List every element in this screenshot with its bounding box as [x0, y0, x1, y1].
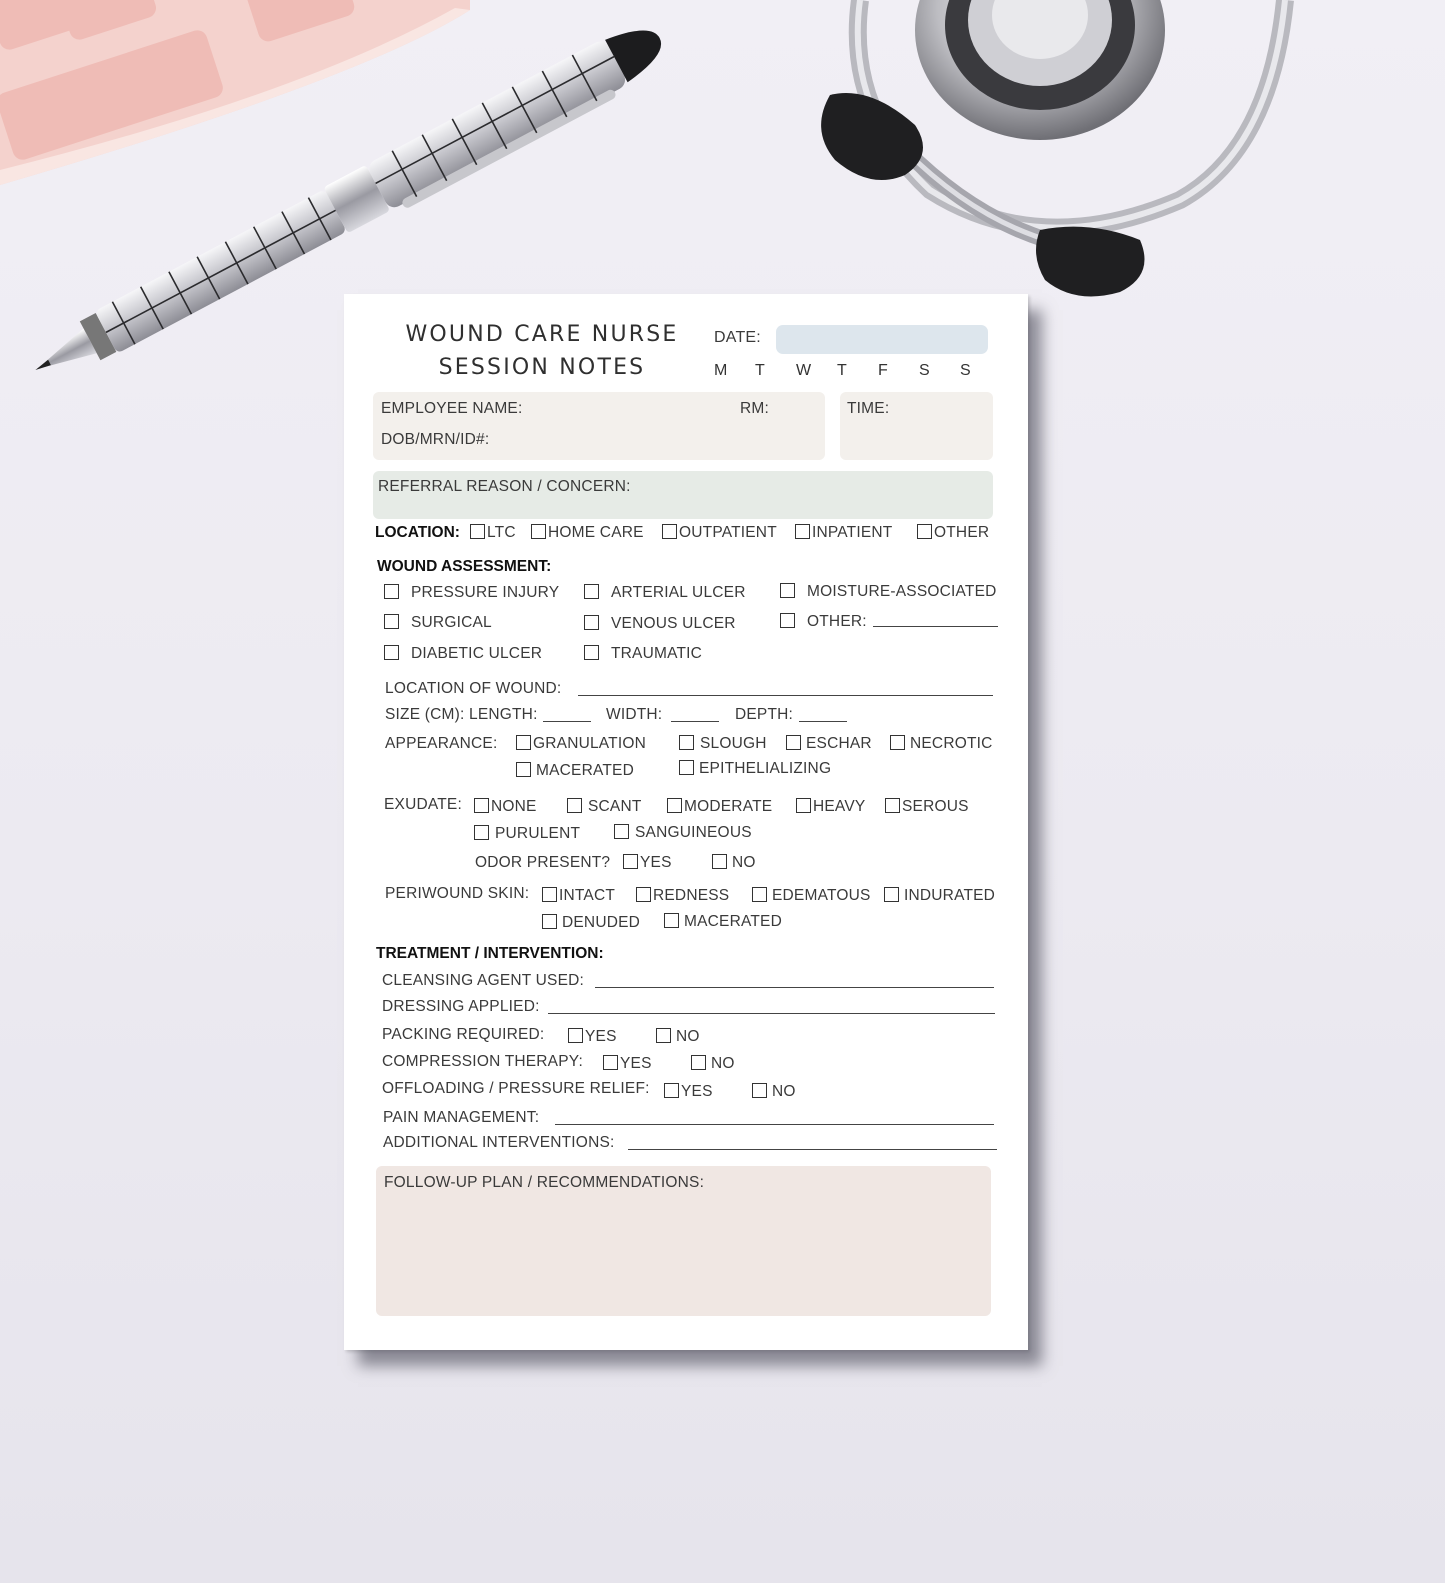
appearance-label: APPEARANCE:: [385, 735, 498, 752]
rm-label: RM:: [740, 400, 770, 417]
checkbox[interactable]: [614, 824, 629, 839]
compression-label: COMPRESSION THERAPY:: [382, 1053, 583, 1070]
pain-management-label: PAIN MANAGEMENT:: [383, 1109, 540, 1126]
location-of-wound-label: LOCATION OF WOUND:: [385, 680, 562, 697]
odor-label: ODOR PRESENT?: [475, 854, 611, 871]
day-saturday[interactable]: S: [919, 362, 930, 379]
referral-label: REFERRAL REASON / CONCERN:: [378, 478, 631, 495]
exudate-sanguineous[interactable]: SANGUINEOUS: [614, 824, 752, 842]
additional-interventions-label: ADDITIONAL INTERVENTIONS:: [383, 1134, 615, 1151]
checkbox[interactable]: [884, 887, 899, 902]
exudate-purulent[interactable]: PURULENT: [474, 825, 580, 843]
location-option-outpatient[interactable]: OUTPATIENT: [662, 524, 777, 542]
day-wednesday[interactable]: W: [796, 362, 812, 379]
exudate-heavy[interactable]: HEAVY: [796, 798, 865, 816]
form-title-line1: WOUND CARE NURSE: [405, 322, 679, 347]
wound-type-traumatic[interactable]: TRAUMATIC: [584, 645, 702, 663]
periwound-redness[interactable]: REDNESS: [636, 887, 729, 905]
depth-label: DEPTH:: [735, 706, 794, 723]
checkbox[interactable]: [636, 887, 651, 902]
periwound-intact[interactable]: INTACT: [542, 887, 615, 905]
followup-label: FOLLOW-UP PLAN / RECOMMENDATIONS:: [384, 1174, 705, 1191]
checkbox[interactable]: [516, 735, 531, 750]
odor-no[interactable]: NO: [712, 854, 756, 872]
weekday-selector: [714, 362, 1001, 380]
time-label: TIME:: [847, 400, 890, 417]
packing-yes[interactable]: YES: [568, 1028, 617, 1046]
stethoscope-illustration: [821, 0, 1285, 296]
cleansing-line[interactable]: [595, 987, 994, 988]
checkbox[interactable]: [531, 524, 546, 539]
additional-interventions-line[interactable]: [628, 1149, 997, 1150]
day-thursday[interactable]: T: [837, 362, 847, 379]
day-monday[interactable]: M: [714, 362, 728, 379]
checkbox[interactable]: [679, 735, 694, 750]
location-label: LOCATION:: [375, 524, 460, 541]
employee-name-label: EMPLOYEE NAME:: [381, 400, 523, 417]
form-title-line2: SESSION NOTES: [438, 355, 646, 380]
checkbox[interactable]: [384, 645, 399, 660]
checkbox[interactable]: [474, 798, 489, 813]
packing-label: PACKING REQUIRED:: [382, 1026, 545, 1043]
exudate-serous[interactable]: SEROUS: [885, 798, 969, 816]
checkbox[interactable]: [384, 584, 399, 599]
checkbox[interactable]: [568, 1028, 583, 1043]
packing-no[interactable]: NO: [656, 1028, 700, 1046]
checkbox[interactable]: [656, 1028, 671, 1043]
compression-yes[interactable]: YES: [603, 1055, 652, 1073]
checkbox[interactable]: [691, 1055, 706, 1070]
treatment-heading: TREATMENT / INTERVENTION:: [376, 945, 604, 962]
checkbox[interactable]: [584, 584, 599, 599]
length-line[interactable]: [543, 721, 591, 722]
width-line[interactable]: [671, 721, 719, 722]
dob-label: DOB/MRN/ID#:: [381, 431, 490, 448]
appearance-necrotic[interactable]: NECROTIC: [890, 735, 993, 753]
exudate-scant[interactable]: SCANT: [567, 798, 642, 816]
width-label: WIDTH:: [606, 706, 663, 723]
checkbox[interactable]: [662, 524, 677, 539]
periwound-indurated[interactable]: INDURATED: [884, 887, 995, 905]
checkbox[interactable]: [474, 825, 489, 840]
checkbox[interactable]: [664, 913, 679, 928]
checkbox[interactable]: [712, 854, 727, 869]
wound-type-moisture-associated[interactable]: MOISTURE-ASSOCIATED: [780, 583, 997, 601]
checkbox[interactable]: [623, 854, 638, 869]
cleansing-label: CLEANSING AGENT USED:: [382, 972, 585, 989]
pain-management-line[interactable]: [555, 1124, 994, 1125]
checkbox[interactable]: [384, 614, 399, 629]
checkbox[interactable]: [796, 798, 811, 813]
wound-type-arterial-ulcer[interactable]: ARTERIAL ULCER: [584, 584, 746, 602]
checkbox[interactable]: [917, 524, 932, 539]
wound-type-diabetic-ulcer[interactable]: DIABETIC ULCER: [384, 645, 542, 663]
checkbox[interactable]: [516, 762, 531, 777]
size-length-label: SIZE (CM): LENGTH:: [385, 706, 538, 723]
compression-no[interactable]: NO: [691, 1055, 735, 1073]
checkbox[interactable]: [885, 798, 900, 813]
checkbox[interactable]: [664, 1083, 679, 1098]
checkbox[interactable]: [603, 1055, 618, 1070]
checkbox[interactable]: [780, 583, 795, 598]
periwound-denuded[interactable]: DENUDED: [542, 914, 640, 932]
checkbox[interactable]: [679, 760, 694, 775]
checkbox[interactable]: [890, 735, 905, 750]
day-friday[interactable]: F: [878, 362, 888, 379]
appearance-macerated[interactable]: MACERATED: [516, 762, 634, 780]
periwound-edematous[interactable]: EDEMATOUS: [752, 887, 871, 905]
dressing-label: DRESSING APPLIED:: [382, 998, 540, 1015]
offloading-yes[interactable]: YES: [664, 1083, 713, 1101]
checkbox[interactable]: [542, 914, 557, 929]
location-of-wound-line[interactable]: [578, 695, 993, 696]
checkbox[interactable]: [542, 887, 557, 902]
location-option-inpatient[interactable]: INPATIENT: [795, 524, 892, 542]
wound-type-pressure-injury[interactable]: PRESSURE INJURY: [384, 584, 559, 602]
appearance-eschar[interactable]: ESCHAR: [786, 735, 872, 753]
appearance-slough[interactable]: SLOUGH: [679, 735, 767, 753]
exudate-moderate[interactable]: MODERATE: [667, 798, 772, 816]
appearance-granulation[interactable]: GRANULATION: [516, 735, 646, 753]
wound-type-surgical[interactable]: SURGICAL: [384, 614, 492, 632]
periwound-macerated[interactable]: MACERATED: [664, 913, 782, 931]
dressing-line[interactable]: [548, 1013, 995, 1014]
checkbox[interactable]: [752, 1083, 767, 1098]
wound-type-venous-ulcer[interactable]: VENOUS ULCER: [584, 615, 736, 633]
offloading-label: OFFLOADING / PRESSURE RELIEF:: [382, 1080, 650, 1097]
appearance-epithelializing[interactable]: EPITHELIALIZING: [679, 760, 831, 778]
checkbox[interactable]: [567, 798, 582, 813]
location-option-ltc[interactable]: LTC: [470, 524, 516, 542]
location-option-other[interactable]: OTHER: [917, 524, 989, 542]
periwound-label: PERIWOUND SKIN:: [385, 885, 530, 902]
odor-yes[interactable]: YES: [623, 854, 672, 872]
checkbox[interactable]: [752, 887, 767, 902]
exudate-none[interactable]: NONE: [474, 798, 537, 816]
checkbox[interactable]: [667, 798, 682, 813]
date-label: DATE:: [714, 329, 761, 346]
day-sunday[interactable]: S: [960, 362, 971, 379]
wound-type-other[interactable]: OTHER:: [780, 613, 867, 631]
checkbox[interactable]: [470, 524, 485, 539]
checkbox[interactable]: [786, 735, 801, 750]
checkbox[interactable]: [795, 524, 810, 539]
wound-assessment-heading: WOUND ASSESSMENT:: [377, 558, 552, 575]
offloading-no[interactable]: NO: [752, 1083, 796, 1101]
wound-other-line[interactable]: [873, 626, 998, 627]
checkbox[interactable]: [584, 645, 599, 660]
day-tuesday[interactable]: T: [755, 362, 765, 379]
checkbox[interactable]: [780, 613, 795, 628]
exudate-label: EXUDATE:: [384, 796, 462, 813]
location-option-home-care[interactable]: HOME CARE: [531, 524, 644, 542]
date-field[interactable]: [776, 325, 988, 354]
depth-line[interactable]: [799, 721, 847, 722]
wound-care-notepad: [344, 294, 1028, 1350]
checkbox[interactable]: [584, 615, 599, 630]
